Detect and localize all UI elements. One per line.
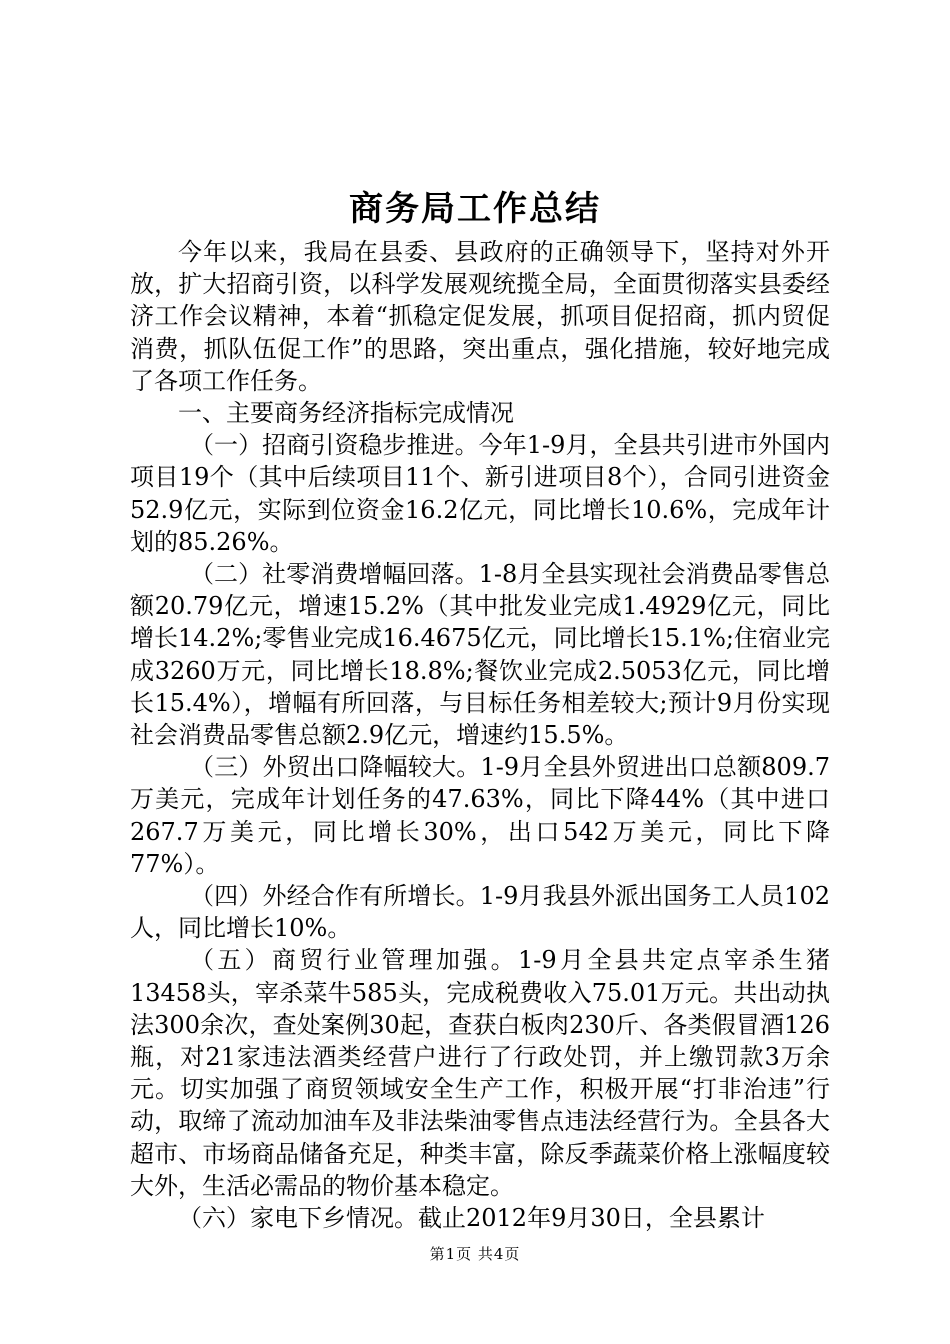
document-body <box>130 236 830 1234</box>
paragraph-foreign-trade: （三）外贸出口降幅较大。1-9月全县外贸进出口总额809.7万美元，完成年计划任务的47.63%，同比下降44%（其中进口267.7万美元，同比增长30%，出口542万美元，同比下降77%）。 <box>130 753 830 878</box>
intro-paragraph: 今年以来，我局在县委、县政府的正确领导下，坚持对外开放，扩大招商引资，以科学发展观统揽全局，全面贯彻落实县委经济工作会议精神，本着“抓稳定促发展，抓项目促招商，抓内贸促消费，抓队伍促工作”的思路，突出重点，强化措施，较好地完成了各项工作任务。 <box>130 238 830 395</box>
section-heading: 一、主要商务经济指标完成情况 <box>178 399 514 428</box>
paragraph-foreign-cooperation: （四）外经合作有所增长。1-9月我县外派出国务工人员102人，同比增长10%。 <box>130 882 830 943</box>
paragraph-investment: （一）招商引资稳步推进。今年1-9月，全县共引进市外国内项目19个（其中后续项目11个、新引进项目8个），合同引进资金52.9亿元，实际到位资金16.2亿元，同比增长10.6%，完成年计划的85.26%。 <box>130 431 830 556</box>
page-title: 商务局工作总结 <box>349 189 601 229</box>
paragraph-trade-management: （五）商贸行业管理加强。1-9月全县共定点宰杀生猪13458头，宰杀菜牛585头，完成税费收入75.01万元。共出动执法300余次，查处案例30起，查获白板肉230斤、各类假冒酒126瓶，对21家违法酒类经营户进行了行政处罚，并上缴罚款3万余元。切实加强了商贸领域安全生产工作，积极开展“打非治违”行动，取缔了流动加油车及非法柴油零售点违法经营行为。全县各大超市、市场商品储备充足，种类丰富，除反季蔬菜价格上涨幅度较大外，生活必需品的物价基本稳定。 <box>130 946 830 1200</box>
paragraph-retail: （二）社零消费增幅回落。1-8月全县实现社会消费品零售总额20.79亿元，增速15.2%（其中批发业完成1.4929亿元，同比增长14.2%;零售业完成16.4675亿元，同比增长15.1%;住宿业完成3260万元，同比增长18.8%;餐饮业完成2.5053亿元，同比增长15.4%），增幅有所回落，与目标任务相差较大;预计9月份实现社会消费品零售总额2.9亿元，增速约15.5%。 <box>130 560 830 750</box>
paragraph-appliances: （六）家电下乡情况。截止2012年9月30日，全县累计 <box>178 1204 765 1233</box>
page-footer: 第1页 共4页 <box>429 1245 521 1263</box>
